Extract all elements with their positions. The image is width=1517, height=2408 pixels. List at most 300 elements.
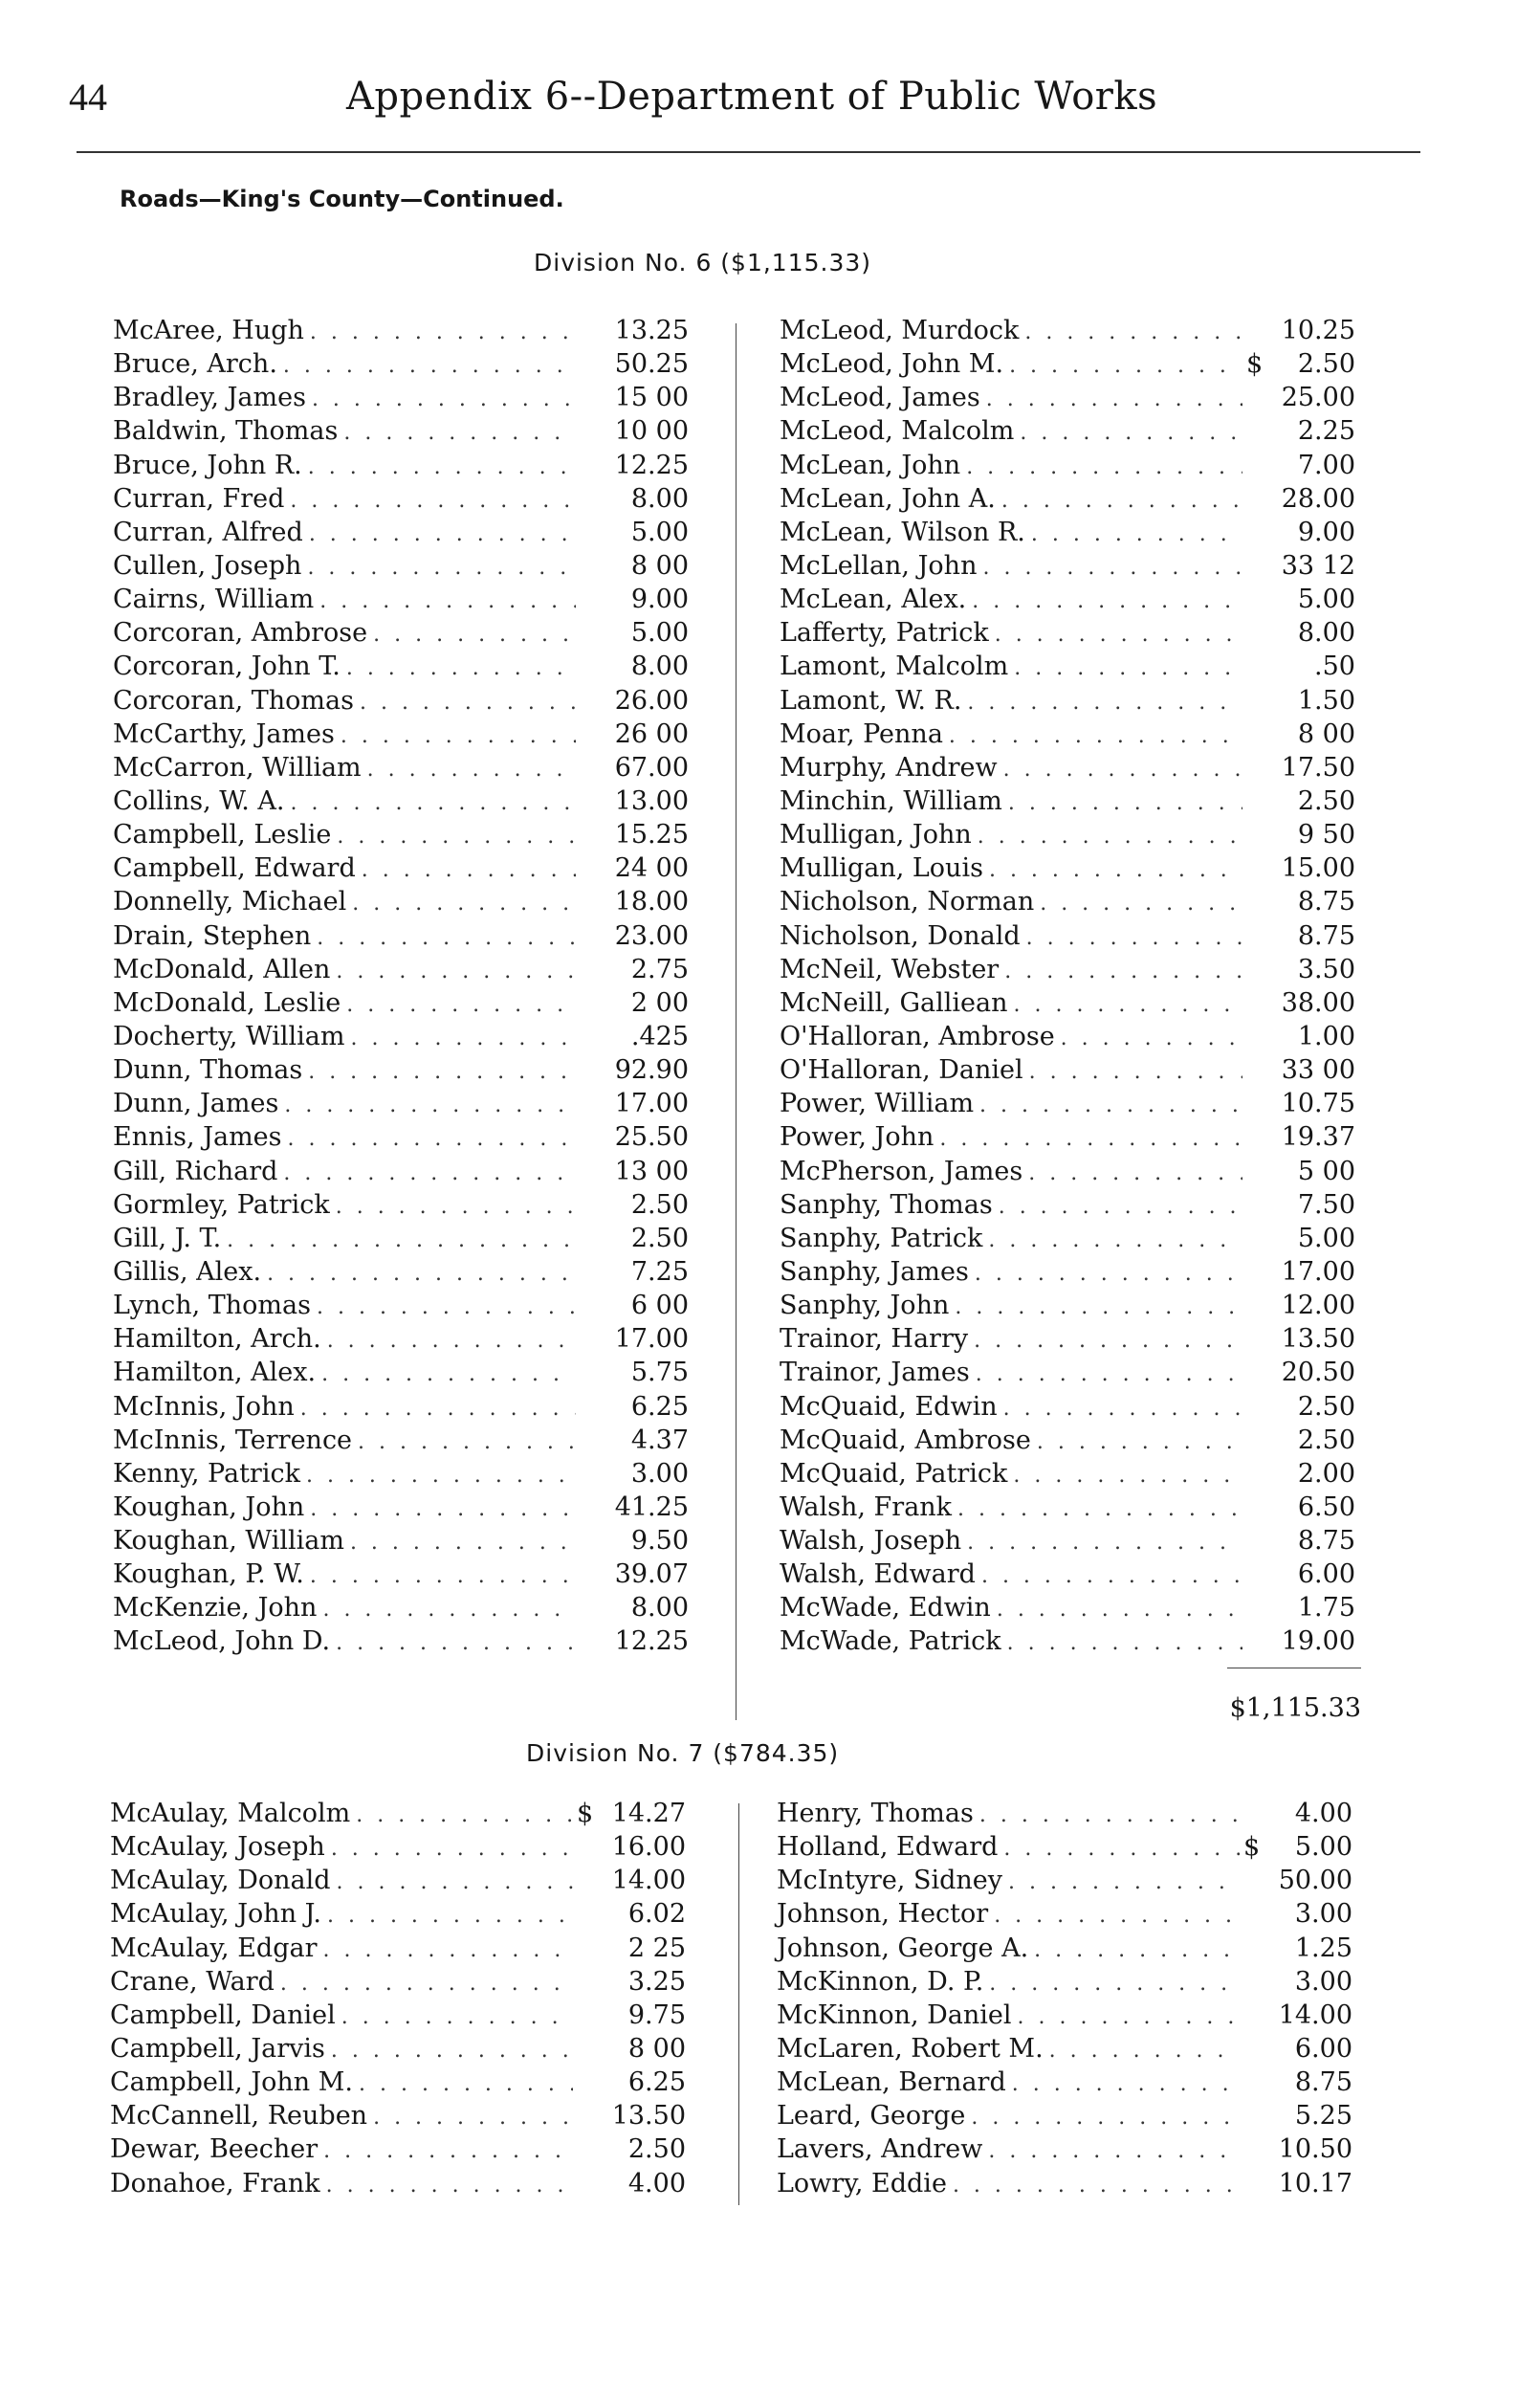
dot-leader (1003, 758, 1242, 782)
payment-amount: 17.00 (614, 1324, 689, 1355)
dot-leader (341, 724, 576, 748)
ledger-entry (780, 1358, 1355, 1391)
payee-name: McIntyre, Sidney (777, 1866, 1003, 1896)
payee-name: Lowry, Eddie (777, 2168, 947, 2198)
payment-amount: 8.75 (1297, 1526, 1355, 1557)
ledger-entry (110, 2000, 686, 2034)
ledger-entry (780, 1157, 1355, 1190)
payment-amount: 12.25 (614, 450, 689, 480)
dot-leader (373, 623, 576, 647)
payment-amount: 2 00 (630, 987, 689, 1018)
dot-leader (307, 556, 576, 580)
payee-name: McAulay, Joseph (110, 1832, 325, 1863)
dot-leader (994, 1904, 1240, 1928)
division-6-heading: Division No. 6 ($1,115.33) (534, 249, 872, 276)
dot-leader (997, 1598, 1242, 1622)
payee-name: Bruce, John R. (113, 450, 302, 480)
ledger-entry (110, 2134, 686, 2168)
payment-amount: 2.50 (1297, 785, 1355, 816)
dot-leader (323, 1938, 573, 1962)
payment-amount: 8.75 (1294, 2067, 1352, 2098)
payment-amount: 3.00 (630, 1458, 689, 1489)
ledger-entry (113, 686, 689, 719)
ledger-entry (110, 2169, 686, 2202)
dot-leader (1008, 791, 1242, 815)
ledger-entry (780, 820, 1355, 853)
ledger-entry (780, 853, 1355, 887)
ledger-entry (780, 316, 1355, 349)
dot-leader (283, 354, 576, 378)
payment-amount: 14.27 (611, 1799, 686, 1828)
dot-leader (986, 387, 1242, 411)
ledger-entry (777, 1933, 1352, 1967)
dot-leader (1009, 354, 1242, 378)
page-number: 44 (69, 76, 107, 119)
payment-amount: 4.37 (630, 1425, 689, 1455)
ledger-entry (113, 1526, 689, 1559)
ledger-entry (777, 1967, 1352, 2000)
dot-leader (976, 1362, 1242, 1386)
payment-amount: 24 00 (614, 853, 689, 884)
dot-leader (337, 825, 576, 849)
payee-name: McLeod, James (780, 383, 980, 413)
payee-name: Nicholson, Donald (780, 920, 1021, 951)
dot-leader (306, 1464, 576, 1488)
ledger-entry (780, 1459, 1355, 1492)
dot-leader (331, 2039, 573, 2063)
payment-amount: 5.00 (630, 618, 689, 649)
ledger-entry (110, 2101, 686, 2134)
payment-amount: 7.25 (630, 1256, 689, 1287)
payment-amount: 10 00 (614, 416, 689, 447)
payee-name: McLean, Alex. (780, 585, 967, 615)
payee-name: Campbell, Edward (113, 853, 356, 884)
dot-leader (290, 489, 576, 513)
payment-amount: 10.17 (1278, 2168, 1352, 2198)
payee-name: McCannell, Reuben (110, 2101, 368, 2132)
page-title: Appendix 6--Department of Public Works (346, 75, 1158, 119)
dollar-sign: $ (577, 1799, 594, 1828)
payment-amount: 17.00 (614, 1089, 689, 1119)
dot-leader (1013, 1464, 1242, 1488)
ledger-entry (113, 786, 689, 820)
dot-leader (362, 858, 576, 882)
ledger-entry (777, 2101, 1352, 2134)
payment-amount: 8.75 (1297, 887, 1355, 917)
payee-name: Walsh, Joseph (780, 1526, 962, 1557)
payee-name: Cairns, William (113, 585, 315, 615)
payment-amount: 13.00 (614, 785, 689, 816)
dot-leader (975, 1262, 1242, 1286)
dot-leader (310, 1497, 576, 1521)
ledger-entry (780, 585, 1355, 618)
dot-leader (291, 791, 576, 815)
payment-amount: 8 00 (630, 550, 689, 581)
payee-name: Docherty, William (113, 1021, 345, 1051)
payee-name: McKinnon, Daniel (777, 1999, 1012, 2030)
payee-name: Campbell, Jarvis (110, 2033, 325, 2064)
dot-leader (1004, 960, 1242, 983)
payment-amount: 33 12 (1281, 550, 1355, 581)
payment-amount: 2.00 (1297, 1458, 1355, 1489)
ledger-entry (113, 518, 689, 551)
dot-leader (351, 1027, 577, 1050)
payment-amount: 15.25 (614, 820, 689, 851)
section-heading: Roads—King's County—Continued. (120, 186, 564, 212)
payee-name: Ennis, James (113, 1122, 282, 1153)
ledger-entry (110, 1832, 686, 1866)
payment-amount: 3.25 (627, 1966, 686, 1997)
dot-leader (1012, 2072, 1240, 2096)
ledger-entry (113, 753, 689, 786)
payee-name: Koughan, P. W. (113, 1559, 304, 1590)
payment-amount: 10.50 (1278, 2134, 1352, 2165)
payee-name: Sanphy, Patrick (780, 1223, 983, 1253)
ledger-entry (113, 585, 689, 618)
payee-name: Lamont, W. R. (780, 685, 962, 716)
payee-name: McNeil, Webster (780, 954, 1000, 984)
payee-name: McWade, Patrick (780, 1626, 1001, 1657)
dot-leader (284, 1094, 576, 1117)
payee-name: McAree, Hugh (113, 316, 304, 345)
division-6-right-column (780, 316, 1355, 1661)
dot-leader (1013, 993, 1242, 1017)
division-6-column-divider (736, 323, 737, 1720)
ledger-entry (113, 988, 689, 1022)
ledger-entry (113, 921, 689, 955)
payment-amount: 17.50 (1281, 752, 1355, 783)
header-rule (77, 151, 1420, 153)
dot-leader (1049, 2039, 1240, 2063)
payment-amount: 3.00 (1294, 1966, 1352, 1997)
payment-amount: 92.90 (614, 1055, 689, 1086)
dot-leader (978, 825, 1242, 849)
payment-amount: 16.00 (611, 1832, 686, 1863)
dot-leader (360, 691, 576, 715)
ledger-entry (113, 887, 689, 920)
ledger-entry (110, 2034, 686, 2067)
ledger-entry (110, 1933, 686, 1967)
payee-name: Sanphy, Thomas (780, 1189, 993, 1220)
dot-leader (227, 1228, 576, 1252)
payee-name: McInnis, Terrence (113, 1425, 353, 1455)
payment-amount: 4.00 (1294, 1799, 1352, 1828)
payment-amount: 38.00 (1281, 987, 1355, 1018)
payment-amount: 5.75 (630, 1358, 689, 1388)
dot-leader (356, 1803, 573, 1827)
dot-leader (331, 1837, 573, 1861)
dot-leader (367, 758, 576, 782)
dot-leader (322, 1598, 576, 1622)
payee-name: McLeod, John M. (780, 349, 1004, 380)
ledger-entry (780, 416, 1355, 450)
dot-leader (336, 1195, 576, 1219)
payee-name: Corcoran, John T. (113, 652, 341, 682)
ledger-entry (113, 1626, 689, 1660)
payment-amount: 25.00 (1281, 383, 1355, 413)
payee-name: McNeill, Galliean (780, 987, 1008, 1018)
payee-name: McDonald, Allen (113, 954, 331, 984)
payment-amount: 9.00 (1297, 517, 1355, 547)
dot-leader (1003, 1397, 1242, 1421)
payee-name: McInnis, John (113, 1391, 295, 1422)
payment-amount: .425 (630, 1021, 689, 1051)
payment-amount: 8.00 (630, 483, 689, 514)
payment-amount: 1.00 (1297, 1021, 1355, 1051)
payee-name: Corcoran, Ambrose (113, 618, 368, 649)
dot-leader (1029, 1060, 1242, 1084)
payment-amount: 6.25 (630, 1391, 689, 1422)
payment-amount: 6.00 (1297, 1559, 1355, 1590)
ledger-entry (113, 416, 689, 450)
dot-leader (327, 1904, 573, 1928)
ledger-entry (113, 1324, 689, 1358)
payment-amount: 33 00 (1281, 1055, 1355, 1086)
dot-leader (999, 1195, 1242, 1219)
payee-name: Corcoran, Thomas (113, 685, 354, 716)
payment-amount: 8.00 (630, 1593, 689, 1624)
ledger-entry (777, 2169, 1352, 2202)
ledger-entry (780, 518, 1355, 551)
ledger-entry (110, 1967, 686, 2000)
payee-name: Leard, George (777, 2101, 966, 2132)
payment-amount: 19.37 (1281, 1122, 1355, 1153)
payment-amount: 2.50 (1297, 349, 1355, 380)
ledger-entry (780, 1559, 1355, 1593)
ledger-entry (780, 1022, 1355, 1055)
ledger-entry (113, 1257, 689, 1291)
ledger-entry (113, 1492, 689, 1526)
dot-leader (310, 1564, 576, 1588)
division-7-left-column (110, 1799, 686, 2202)
payee-name: McLaren, Robert M. (777, 2033, 1044, 2064)
payment-amount: 13.50 (611, 2101, 686, 2132)
payee-name: Bradley, James (113, 383, 306, 413)
ledger-entry (113, 1022, 689, 1055)
ledger-entry (780, 1492, 1355, 1526)
ledger-entry (780, 1593, 1355, 1626)
ledger-entry (113, 1425, 689, 1459)
payment-amount: 26 00 (614, 718, 689, 749)
dot-leader (988, 2139, 1240, 2163)
payment-amount: 5.00 (1297, 1223, 1355, 1253)
payee-name: Koughan, John (113, 1491, 305, 1522)
payment-amount: 13.25 (614, 316, 689, 345)
payment-amount: 23.00 (614, 920, 689, 951)
dot-leader (319, 589, 576, 613)
payment-amount: 2.50 (627, 2134, 686, 2165)
payee-name: Trainor, Harry (780, 1324, 969, 1355)
dot-leader (988, 1228, 1242, 1252)
payment-amount: 8.00 (1297, 618, 1355, 649)
payment-amount: 2.50 (1297, 1391, 1355, 1422)
ledger-entry (113, 820, 689, 853)
ledger-entry (113, 383, 689, 416)
payee-name: Sanphy, John (780, 1291, 950, 1321)
payee-name: McLean, Bernard (777, 2067, 1006, 2098)
payee-name: Campbell, Leslie (113, 820, 332, 851)
payee-name: Crane, Ward (110, 1966, 275, 1997)
dot-leader (280, 1972, 573, 1996)
ledger-entry (780, 921, 1355, 955)
payment-amount: 12.00 (1281, 1291, 1355, 1321)
ledger-entry (780, 988, 1355, 1022)
payment-amount: 5.00 (630, 517, 689, 547)
payee-name: Nicholson, Norman (780, 887, 1035, 917)
dot-leader (317, 1295, 576, 1319)
payee-name: Donnelly, Michael (113, 887, 347, 917)
ledger-entry (113, 551, 689, 585)
ledger-entry (110, 2067, 686, 2101)
payment-amount: 1.25 (1294, 1933, 1352, 1963)
division-7-heading: Division No. 7 ($784.35) (526, 1739, 840, 1767)
payment-amount: 9.75 (627, 1999, 686, 2030)
payee-name: McLean, John A. (780, 483, 996, 514)
dot-leader (955, 1295, 1242, 1319)
payee-name: McAulay, Malcolm (110, 1799, 351, 1828)
ledger-entry (780, 1122, 1355, 1156)
dot-leader (317, 926, 576, 950)
payee-name: McQuaid, Edwin (780, 1391, 998, 1422)
payee-name: Mulligan, Louis (780, 853, 983, 884)
dot-leader (300, 1397, 576, 1421)
payee-name: McLeod, John D. (113, 1626, 331, 1657)
ledger-entry (113, 1358, 689, 1391)
payment-amount: 8.00 (630, 652, 689, 682)
payment-amount: 7.00 (1297, 450, 1355, 480)
payment-amount: 25.50 (614, 1122, 689, 1153)
payee-name: McQuaid, Patrick (780, 1458, 1008, 1489)
payment-amount: 2.75 (630, 954, 689, 984)
dot-leader (336, 1631, 576, 1655)
dot-leader (989, 858, 1242, 882)
ledger-entry (780, 1291, 1355, 1324)
payment-amount: 20.50 (1281, 1358, 1355, 1388)
payee-name: Lafferty, Patrick (780, 618, 989, 649)
payee-name: Collins, W. A. (113, 785, 285, 816)
dot-leader (953, 2174, 1240, 2198)
dollar-sign: $ (1243, 1832, 1261, 1863)
dot-leader (1061, 1027, 1242, 1050)
dot-leader (308, 1060, 576, 1084)
payee-name: Walsh, Edward (780, 1559, 976, 1590)
payee-name: McQuaid, Ambrose (780, 1425, 1031, 1455)
payment-amount: 5.25 (1294, 2101, 1352, 2132)
dot-leader (326, 2174, 573, 2198)
ledger-entry (777, 2134, 1352, 2168)
dot-leader (308, 455, 576, 479)
payee-name: Sanphy, James (780, 1256, 969, 1287)
payee-name: Drain, Stephen (113, 920, 312, 951)
ledger-entry (780, 1324, 1355, 1358)
dot-leader (350, 1531, 576, 1555)
dollar-sign: $ (1246, 349, 1264, 380)
dot-leader (373, 2106, 573, 2130)
ledger-entry (113, 1392, 689, 1425)
payee-name: Johnson, George A. (777, 1933, 1029, 1963)
payee-name: Campbell, Daniel (110, 1999, 336, 2030)
payment-amount: 6.50 (1297, 1491, 1355, 1522)
payment-amount: 13 00 (614, 1156, 689, 1186)
ledger-entry (780, 1257, 1355, 1291)
ledger-entry (113, 1157, 689, 1190)
ledger-entry (780, 955, 1355, 988)
dot-leader (309, 522, 576, 546)
payee-name: McKinnon, D. P. (777, 1966, 984, 1997)
ledger-entry (777, 2034, 1352, 2067)
payee-name: Gillis, Alex. (113, 1256, 262, 1287)
payee-name: Lavers, Andrew (777, 2134, 983, 2165)
ledger-entry (780, 451, 1355, 484)
payment-amount: 3.50 (1297, 954, 1355, 984)
ledger-entry (113, 955, 689, 988)
ledger-entry (110, 1866, 686, 1899)
ledger-entry (113, 1089, 689, 1122)
payee-name: Cullen, Joseph (113, 550, 302, 581)
dot-leader (341, 2005, 573, 2029)
ledger-entry (113, 1122, 689, 1156)
dot-leader (359, 2072, 573, 2096)
payment-amount: 67.00 (614, 752, 689, 783)
payment-amount: 15.00 (1281, 853, 1355, 884)
ledger-entry (113, 349, 689, 383)
page-header (69, 75, 1413, 142)
payee-name: McWade, Edwin (780, 1593, 991, 1624)
ledger-entry (780, 686, 1355, 719)
payee-name: O'Halloran, Daniel (780, 1055, 1023, 1086)
dot-leader (267, 1262, 576, 1286)
payment-amount: 6.00 (1294, 2033, 1352, 2064)
ledger-entry (780, 484, 1355, 518)
payee-name: Bruce, Arch. (113, 349, 277, 380)
ledger-entry (113, 1593, 689, 1626)
dot-leader (979, 1094, 1242, 1117)
dot-leader (1007, 1631, 1242, 1655)
payment-amount: 8 00 (1297, 718, 1355, 749)
dot-leader (327, 1329, 576, 1353)
payee-name: Gormley, Patrick (113, 1189, 330, 1220)
ledger-entry (780, 1055, 1355, 1089)
payee-name: McLeod, Murdock (780, 316, 1020, 345)
ledger-entry (780, 786, 1355, 820)
payee-name: Walsh, Frank (780, 1491, 953, 1522)
payment-amount: 10.75 (1281, 1089, 1355, 1119)
payment-amount: 14.00 (1278, 1999, 1352, 2030)
payment-amount: 19.00 (1281, 1626, 1355, 1657)
dot-leader (1040, 892, 1242, 916)
payment-amount: 6 00 (630, 1291, 689, 1321)
payment-amount: 5 00 (1297, 1156, 1355, 1186)
payment-amount: 50.00 (1278, 1866, 1352, 1896)
payment-amount: 3.00 (1294, 1899, 1352, 1930)
ledger-entry (780, 887, 1355, 920)
ledger-entry (780, 1392, 1355, 1425)
ledger-entry (777, 2000, 1352, 2034)
payee-name: McCarron, William (113, 752, 362, 783)
ledger-entry (113, 719, 689, 753)
payee-name: Lynch, Thomas (113, 1291, 311, 1321)
dot-leader (1026, 926, 1242, 950)
payment-amount: 39.07 (614, 1559, 689, 1590)
dot-leader (321, 1362, 576, 1386)
dot-leader (1018, 2005, 1240, 2029)
dot-leader (1034, 1938, 1240, 1962)
payee-name: Gill, Richard (113, 1156, 278, 1186)
dot-leader (323, 2139, 573, 2163)
payee-name: Koughan, William (113, 1526, 344, 1557)
payee-name: McAulay, John J. (110, 1899, 321, 1930)
payment-amount: 6.25 (627, 2067, 686, 2098)
